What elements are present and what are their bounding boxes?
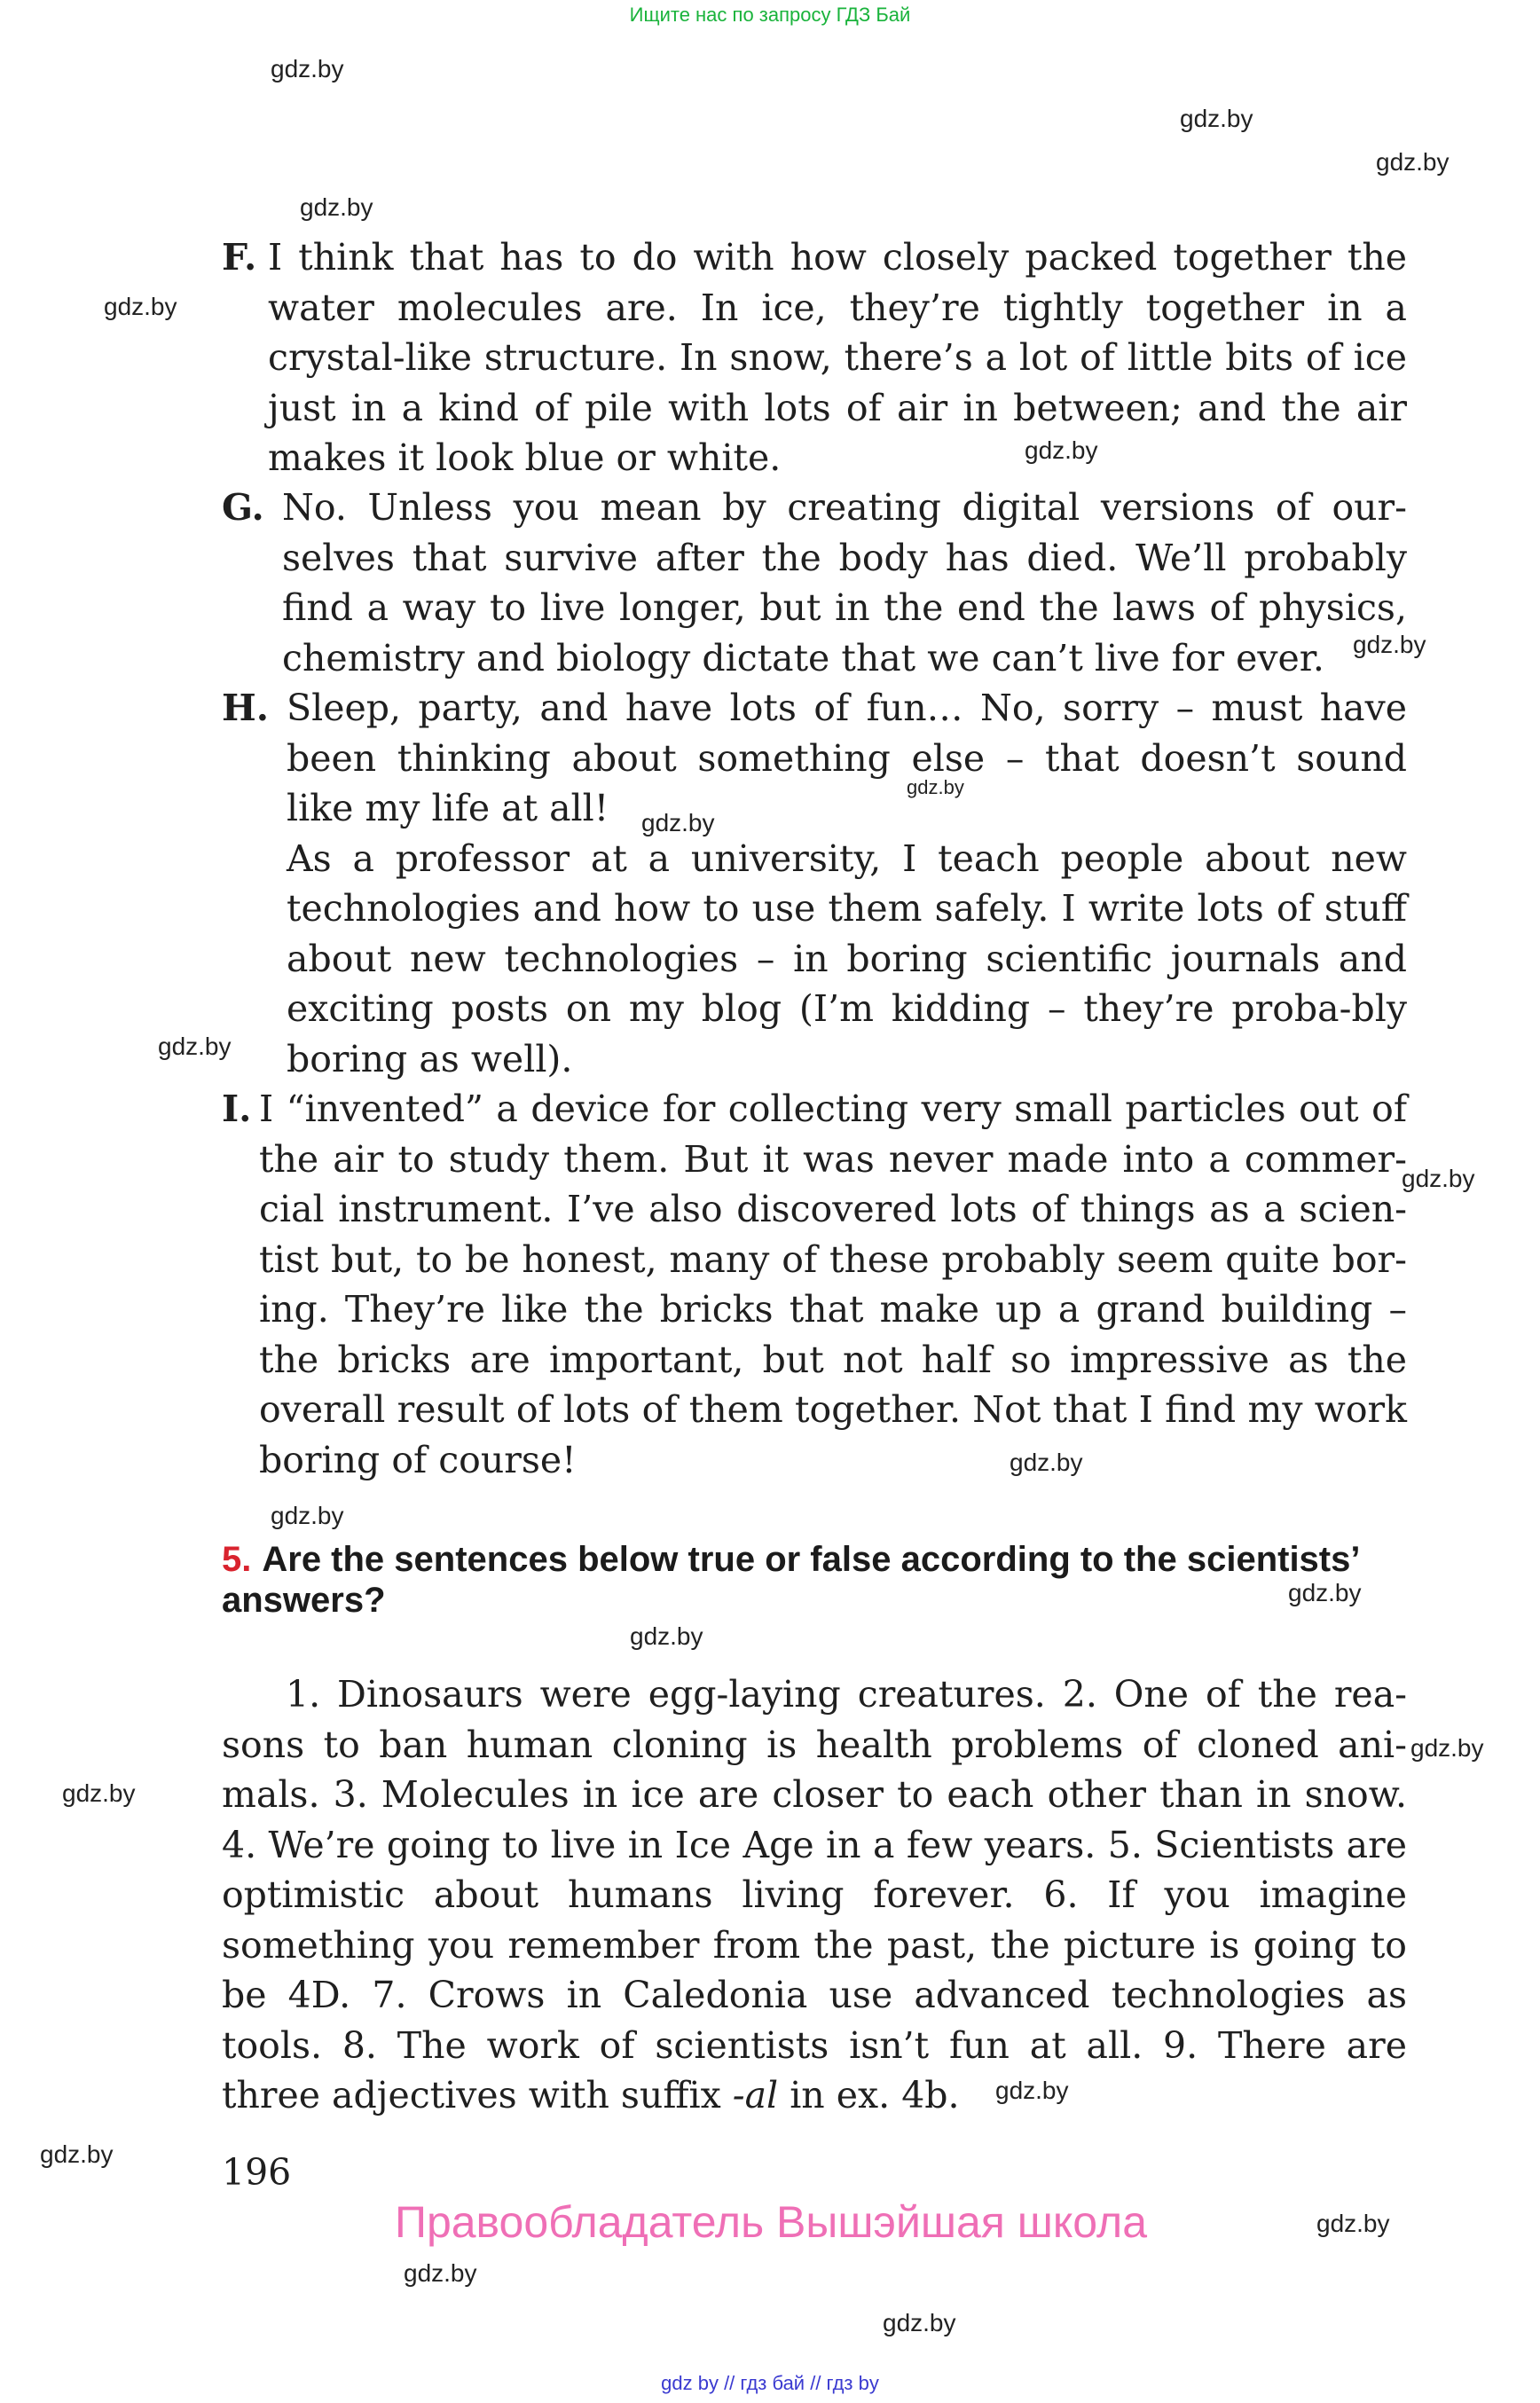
- answer-f: [222, 232, 1407, 483]
- answer-text: No. Unless you mean by creating digital versions of our-selves that survive after the body has died. We’ll probably find a way to live longer, but in the end the laws of physics, chemistry and biology dictate that we can’t live for ever.: [282, 486, 1407, 679]
- answer-letter: F.: [222, 236, 257, 279]
- answer-text: I “invented” a device for collecting very small particles out of the air to study them. But it was never made into a commer-cial instrument. I’ve also discovered lots of things as a scien-tist but, to be honest, many of these probably seem quite bor-ing. They’re like the bricks that make up a grand building – the bricks are important, but not half so impressive as the overall result of lots of them together. Not that I find my work boring of course!: [259, 1088, 1407, 1481]
- watermark: gdz.by: [1010, 1449, 1083, 1476]
- watermark: gdz.by: [158, 1033, 232, 1060]
- answer-letter: G.: [222, 486, 264, 529]
- watermark: gdz.by: [907, 776, 964, 798]
- answer-h: [222, 683, 1407, 1084]
- watermark: gdz.by: [62, 1779, 136, 1807]
- watermark: gdz.by: [883, 2309, 956, 2336]
- watermark: gdz.by: [40, 2140, 114, 2168]
- copyright-notice: Правообладатель Вышэйшая школа: [395, 2197, 1147, 2247]
- statements-text: 1. Dinosaurs were egg-laying creatures. 2. One of the rea-sons to ban human cloning is health problems of cloned ani-mals. 3. Molecules in ice are closer to each other than in snow. 4. We’re going to live in Ice Age in a few years. 5. Scientists are optimistic about humans living forever. 6. If you imagine something you remember from the past, the picture is going to be 4D. 7. Crows in Caledonia use advanced technologies as tools. 8. The work of scientists isn’t fun at all. 9. There are three adjectives with suffix: [222, 1673, 1407, 2116]
- suffix-text: -al: [732, 2074, 779, 2116]
- answer-text: Sleep, party, and have lots of fun… No, sorry – must have been thinking about something else – that doesn’t sound like my life at all!: [287, 687, 1407, 829]
- top-banner: Ищите нас по запросу ГДЗ Бай: [629, 4, 911, 26]
- statements-text-end: in ex. 4b.: [778, 2074, 960, 2116]
- watermark: gdz.by: [641, 809, 715, 836]
- watermark: gdz.by: [1316, 2210, 1390, 2237]
- watermark: gdz.by: [1410, 1734, 1484, 1762]
- watermark: gdz.by: [271, 1502, 344, 1529]
- answer-text-continued: As a professor at a university, I teach people about new technologies and how to use them safely. I write lots of stuff about new technologies – in boring scientific journals and exciting posts on my blog (I’m kidding – they’re proba-bly boring as well).: [287, 836, 1407, 1080]
- exercise-number: 5.: [222, 1540, 252, 1579]
- watermark: gdz.by: [1025, 436, 1098, 464]
- bottom-banner: gdz by // гдз бай // гдз by: [661, 2372, 879, 2394]
- answer-letter: I.: [222, 1088, 252, 1130]
- watermark: gdz.by: [1353, 631, 1426, 658]
- answer-letter: H.: [222, 687, 270, 729]
- answer-g: [222, 483, 1407, 683]
- answer-text: I think that has to do with how closely packed together the water molecules are. In ice, they’re tightly together in a crystal-like structure. In snow, there’s a lot of little bits of ice just in a kind of pile with lots of air in between; and the air makes it look blue or white.: [268, 236, 1407, 479]
- watermark: gdz.by: [995, 2077, 1069, 2104]
- watermark: gdz.by: [300, 193, 373, 221]
- watermark: gdz.by: [271, 55, 344, 82]
- watermark: gdz.by: [1180, 105, 1253, 132]
- watermark: gdz.by: [1288, 1579, 1362, 1606]
- watermark: gdz.by: [630, 1622, 703, 1650]
- exercise-heading: [222, 1539, 1410, 1621]
- statements-paragraph: [222, 1669, 1407, 2121]
- exercise-instruction: Are the sentences below true or false according to the scientists’ answers?: [222, 1540, 1359, 1620]
- answer-i: [222, 1084, 1407, 1485]
- watermark: gdz.by: [104, 293, 177, 320]
- watermark: gdz.by: [1402, 1165, 1475, 1192]
- watermark: gdz.by: [1376, 148, 1450, 176]
- watermark: gdz.by: [404, 2259, 477, 2287]
- page-number: 196: [222, 2151, 292, 2194]
